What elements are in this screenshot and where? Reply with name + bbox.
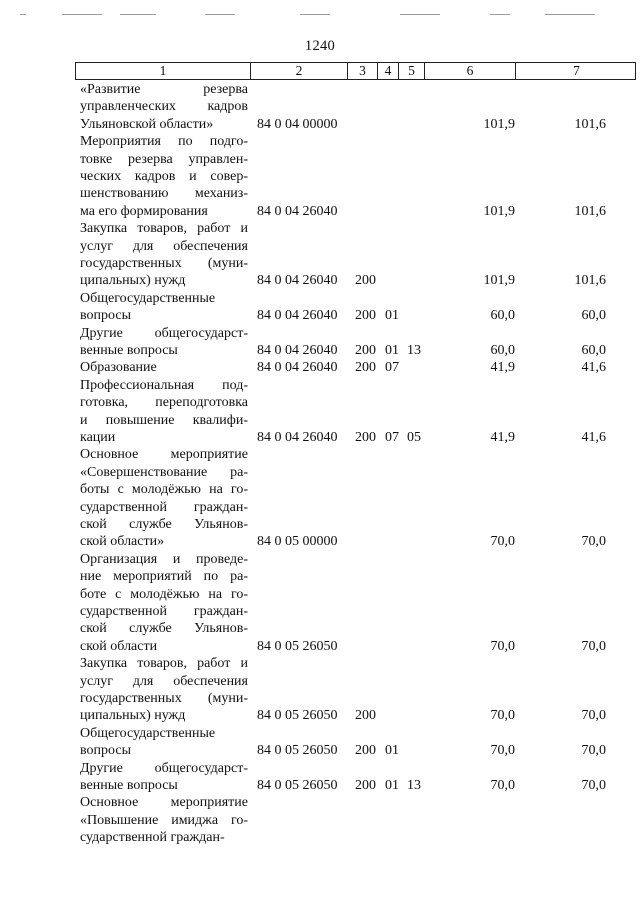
row-name [80, 290, 248, 325]
row-name [80, 760, 248, 795]
row-name-line: ческих кадров и совер- [80, 168, 248, 184]
row-name-line: государственных (муни- [80, 255, 248, 271]
section-code: 01 [385, 777, 399, 793]
row-name-line: ской службе Ульянов- [80, 621, 248, 637]
row-name-line: ма его формирования [80, 203, 208, 219]
row-name-line: товке резерва управлен- [80, 151, 248, 167]
table-row [0, 446, 640, 550]
scan-artifact [400, 14, 440, 15]
target-article-code: 84 0 05 26050 [257, 777, 338, 793]
row-name-line: Общегосударственные [80, 290, 216, 306]
amount-col-6: 101,9 [483, 273, 515, 289]
amount-col-6: 101,9 [483, 116, 515, 132]
target-article-code: 84 0 05 00000 [257, 534, 338, 550]
expense-type-code: 200 [355, 708, 376, 724]
expense-type-code: 200 [355, 777, 376, 793]
amount-col-7: 41,6 [581, 429, 606, 445]
row-name-line: сударственной граждан- [80, 830, 225, 846]
header-col-5: 5 [399, 63, 425, 79]
scan-artifact [490, 14, 510, 15]
header-col-4: 4 [378, 63, 399, 79]
table-row [0, 220, 640, 290]
scan-artifact [120, 14, 156, 15]
row-name-line: ние мероприятий по ра- [80, 569, 248, 585]
scan-artifact [62, 14, 102, 15]
table-row [0, 551, 640, 655]
amount-col-7: 70,0 [581, 777, 606, 793]
header-col-3: 3 [348, 63, 378, 79]
row-name-line: сударственной граждан- [80, 499, 248, 515]
row-name [80, 551, 248, 655]
target-article-code: 84 0 04 26040 [257, 360, 338, 376]
expense-type-code: 200 [355, 429, 376, 445]
target-article-code: 84 0 04 26040 [257, 308, 338, 324]
section-code: 07 [385, 429, 399, 445]
table-row [0, 655, 640, 725]
subsection-code: 13 [407, 342, 421, 358]
expense-type-code: 200 [355, 308, 376, 324]
row-name-line: шенствованию механиз- [80, 186, 248, 202]
row-name-line: венные вопросы [80, 777, 178, 793]
row-name [80, 220, 248, 290]
row-name [80, 325, 248, 360]
expense-type-code: 200 [355, 273, 376, 289]
row-name [80, 81, 248, 133]
target-article-code: 84 0 04 26040 [257, 429, 338, 445]
header-col-7: 7 [573, 63, 580, 78]
expense-type-code: 200 [355, 342, 376, 358]
row-name-line: ской области» [80, 534, 165, 550]
row-name [80, 725, 248, 760]
amount-col-6: 60,0 [490, 342, 515, 358]
expense-type-code: 200 [355, 743, 376, 759]
row-name [80, 794, 248, 846]
row-name [80, 133, 248, 220]
amount-col-7: 101,6 [574, 116, 606, 132]
amount-col-6: 70,0 [490, 708, 515, 724]
row-name-line: Организация и проведе- [80, 551, 248, 567]
row-name-line: и повышение квалифи- [80, 412, 248, 428]
expense-type-code: 200 [355, 360, 376, 376]
amount-col-7: 101,6 [574, 203, 606, 219]
row-name-line: боты с молодёжью на го- [80, 482, 248, 498]
table-row [0, 760, 640, 795]
scan-artifact [20, 14, 26, 15]
row-name [80, 655, 248, 725]
table-header [75, 62, 636, 80]
row-name-line: Основное мероприятие [80, 447, 248, 463]
amount-col-6: 101,9 [483, 203, 515, 219]
target-article-code: 84 0 04 26040 [257, 203, 338, 219]
row-name-line: ципальных) нужд [80, 273, 186, 289]
target-article-code: 84 0 04 26040 [257, 273, 338, 289]
row-name-line: ципальных) нужд [80, 708, 186, 724]
subsection-code: 13 [407, 777, 421, 793]
header-col-1: 1 [76, 63, 251, 79]
amount-col-6: 41,9 [490, 360, 515, 376]
row-name-line: управленческих кадров [80, 99, 248, 115]
row-name-line: Закупка товаров, работ и [80, 656, 248, 672]
amount-col-7: 60,0 [581, 342, 606, 358]
amount-col-6: 41,9 [490, 429, 515, 445]
row-name [80, 377, 248, 447]
amount-col-7: 70,0 [581, 708, 606, 724]
target-article-code: 84 0 04 26040 [257, 342, 338, 358]
section-code: 01 [385, 342, 399, 358]
row-name-line: готовка, переподготовка [80, 395, 248, 411]
row-name-line: услуг для обеспечения [80, 238, 248, 254]
amount-col-6: 70,0 [490, 777, 515, 793]
table-row [0, 377, 640, 447]
header-col-2: 2 [251, 63, 348, 79]
subsection-code: 05 [407, 429, 421, 445]
scan-artifact [205, 14, 235, 15]
row-name-line: Основное мероприятие [80, 795, 248, 811]
table-row [0, 359, 640, 376]
table-row [0, 133, 640, 220]
row-name-line: ской области [80, 638, 158, 654]
row-name-line: Другие общегосударст- [80, 325, 248, 341]
row-name-line: «Повышение имиджа го- [80, 812, 248, 828]
target-article-code: 84 0 05 26050 [257, 708, 338, 724]
row-name-line: сударственной граждан- [80, 603, 248, 619]
amount-col-6: 70,0 [490, 534, 515, 550]
amount-col-6: 70,0 [490, 638, 515, 654]
table-row [0, 325, 640, 360]
section-code: 07 [385, 360, 399, 376]
amount-col-7: 70,0 [581, 638, 606, 654]
scan-artifact [545, 14, 595, 15]
amount-col-7: 70,0 [581, 743, 606, 759]
target-article-code: 84 0 04 00000 [257, 116, 338, 132]
target-article-code: 84 0 05 26050 [257, 638, 338, 654]
table-row [0, 725, 640, 760]
row-name-line: услуг для обеспечения [80, 673, 248, 689]
row-name-line: кации [80, 429, 116, 445]
table-row [0, 290, 640, 325]
row-name-line: «Совершенствование ра- [80, 464, 248, 480]
amount-col-7: 70,0 [581, 534, 606, 550]
row-name-line: Закупка товаров, работ и [80, 221, 248, 237]
table-row [0, 81, 640, 133]
row-name-line: Профессиональная под- [80, 377, 248, 393]
row-name-line: ской службе Ульянов- [80, 516, 248, 532]
row-name-line: государственных (муни- [80, 690, 248, 706]
row-name-line: вопросы [80, 743, 131, 759]
section-code: 01 [385, 308, 399, 324]
row-name-line: боте с молодёжью на го- [80, 586, 248, 602]
amount-col-7: 101,6 [574, 273, 606, 289]
amount-col-6: 60,0 [490, 308, 515, 324]
target-article-code: 84 0 05 26050 [257, 743, 338, 759]
row-name-line: «Развитие резерва [80, 82, 248, 97]
row-name-line: Другие общегосударст- [80, 760, 248, 776]
amount-col-6: 70,0 [490, 743, 515, 759]
table-row [0, 794, 640, 846]
row-name-line: венные вопросы [80, 342, 178, 358]
section-code: 01 [385, 743, 399, 759]
row-name-line: Ульяновской области» [80, 116, 214, 132]
row-name [80, 446, 248, 550]
row-name-line: Мероприятия по подго- [80, 134, 248, 150]
header-col-6: 6 [425, 63, 516, 79]
amount-col-7: 41,6 [581, 360, 606, 376]
row-name-line: вопросы [80, 308, 131, 324]
row-name-line: Общегосударственные [80, 725, 216, 741]
scan-artifact [300, 14, 330, 15]
row-name [80, 359, 248, 376]
page-number: 1240 [304, 38, 336, 54]
amount-col-7: 60,0 [581, 308, 606, 324]
row-name-line: Образование [80, 360, 157, 376]
